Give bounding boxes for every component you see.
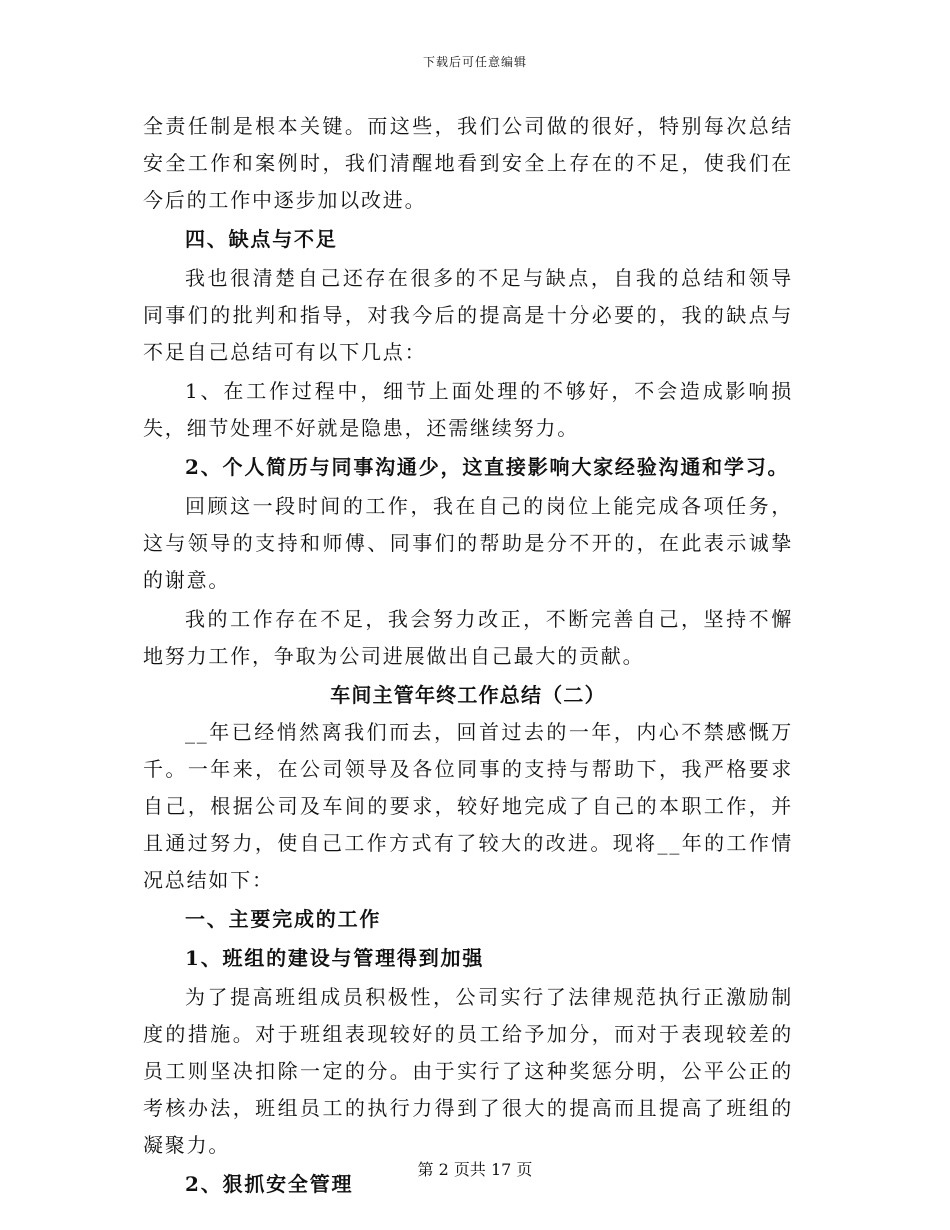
paragraph-commitment: 我的工作存在不足，我会努力改正，不断完善自己，坚持不懈地努力工作，争取为公司进展做出自己最大的贡献。 (143, 607, 793, 668)
document-body (143, 108, 793, 1203)
paragraph-review: 回顾这一段时间的工作，我在自己的岗位上能完成各项任务，这与领导的支持和师傅、同事们的帮助是分不开的，在此表示诚挚的谢意。 (143, 494, 793, 592)
paragraph-point-2: 2、个人简历与同事沟通少，这直接影响大家经验沟通和学习。 (185, 455, 790, 479)
section-heading-shortcomings: 四、缺点与不足 (185, 227, 338, 251)
subheading-team-building: 1、班组的建设与管理得到加强 (185, 946, 485, 970)
subheading-safety-management: 2、狠抓安全管理 (185, 1172, 354, 1196)
page-footer: 第 2 页共 17 页 (417, 1160, 533, 1179)
page-header: 下载后可任意编辑 (422, 55, 527, 69)
paragraph-incentive-system: 为了提高班组成员积极性，公司实行了法律规范执行正激励制度的措施。对于班组表现较好的员工给予加分，而对于表现较差的员工则坚决扣除一定的分。由于实行了这种奖惩分明，公平公正的考核办法，班组员工的执行力得到了很大的提高而且提高了班组的凝聚力。 (143, 985, 793, 1157)
paragraph-year-summary: __年已经悄然离我们而去，回首过去的一年，内心不禁感慨万千。一年来，在公司领导及各位同事的支持与帮助下，我严格要求自己，根据公司及车间的要求，较好地完成了自己的本职工作，并且通过努力，使自己工作方式有了较大的改进。现将__年的工作情况总结如下： (143, 720, 793, 892)
paragraph-self-assessment: 我也很清楚自己还存在很多的不足与缺点，自我的总结和领导同事们的批判和指导，对我今后的提高是十分必要的，我的缺点与不足自己总结可有以下几点： (143, 266, 793, 364)
document-title-part-2: 车间主管年终工作总结（二） (330, 683, 606, 707)
section-heading-main-work: 一、主要完成的工作 (185, 907, 382, 931)
paragraph-point-1: 1、在工作过程中，细节上面处理的不够好，不会造成影响损失，细节处理不好就是隐患，还需继续努力。 (143, 379, 793, 440)
paragraph-safety-responsibility: 全责任制是根本关键。而这些，我们公司做的很好，特别每次总结安全工作和案例时，我们清醒地看到安全上存在的不足，使我们在今后的工作中逐步加以改进。 (143, 114, 793, 212)
